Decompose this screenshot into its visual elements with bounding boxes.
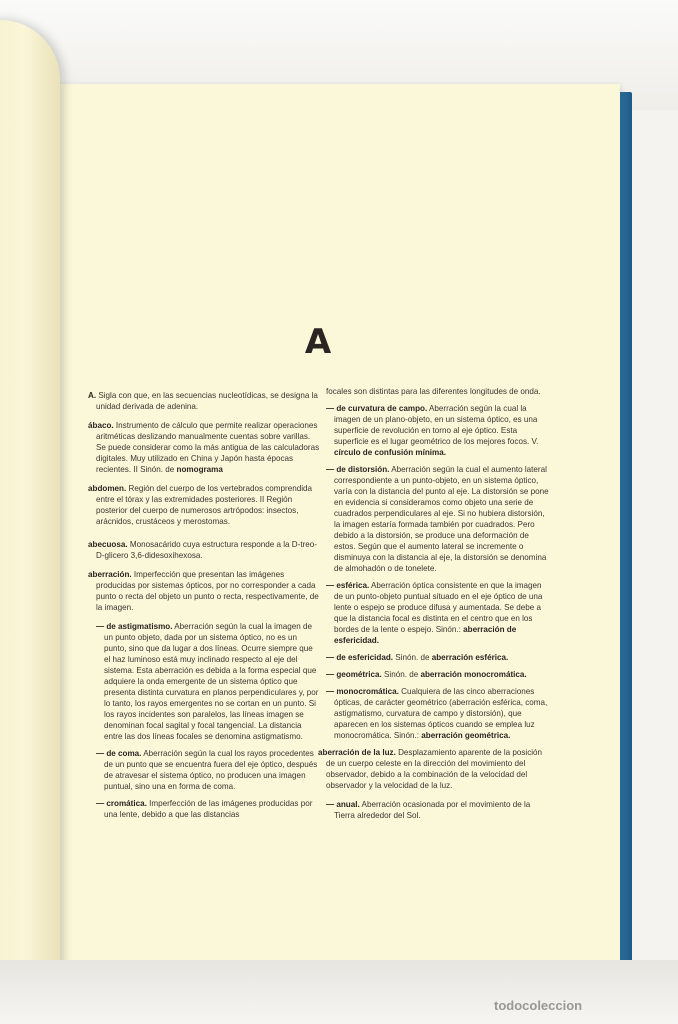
dictionary-subentry: focales son distintas para las diferentes longitudes de onda. (326, 387, 541, 396)
dictionary-subentry: — cromática. Imperfección de las imágenes producidas por una lente, debido a que las distancias (96, 799, 313, 819)
dictionary-entry: aberración de la luz. Desplazamiento aparente de la posición de un cuerpo celeste en la dirección del movimiento del observador, debido a la combinación de la velocidad del observador y la velocidad de la luz. (318, 748, 543, 790)
dictionary-entry: abdomen. Región del cuerpo de los vertebrados comprendida entre el tórax y las extremidades posteriores. II Región posterior del cuerpo de numerosos artrópodos: insectos, arácnidos, crustáceos y merostomas. (88, 484, 313, 526)
dictionary-subentry: — de esfericidad. Sinón. de aberración esférica. (326, 653, 509, 662)
background-bottom (0, 960, 678, 1024)
dictionary-subentry: — de curvatura de campo. Aberración según la cual la imagen de un plano-objeto, en un sistema óptico, es una superficie de revolución en torno al eje óptico. Esta superficie es el lugar geométrico de los mejores focos. V. círculo de confusión mínima. (326, 404, 539, 457)
left-column (88, 390, 320, 826)
dictionary-subentry: — de distorsión. Aberración según la cual el aumento lateral correspondiente a un punto-objeto, en un sistema óptico, varía con la distancia del punto al eje. La distorsión se pone en evidencia si consideramos como objeto una serie de cuadrados perpendiculares al eje. Si no hubiera distorsión, la imagen estaría formada también por cuadrados. Pero debido a la distorsión, se produce una deformación de estos. Según que el aumento lateral se incremente o disminuya con la distancia al eje, la distorsión se denomina de almohadón o de tonelete. (326, 465, 549, 573)
dictionary-subentry: — geométrica. Sinón. de aberración monocromática. (326, 670, 527, 679)
section-letter: A (304, 322, 332, 362)
dictionary-entry: A. Sigla con que, en las secuencias nucleotídicas, se designa la unidad derivada de adenina. (88, 391, 318, 411)
dictionary-entry: ábaco. Instrumento de cálculo que permite realizar operaciones aritméticas deslizando manualmente cuentas sobre varillas. Se puede considerar como la más antigua de las calculadoras digitales. Muy utilizado en China y Japón hasta épocas recientes. II Sinón. de nomograma (88, 421, 320, 474)
dictionary-entry: abecuosa. Monosacárido cuya estructura responde a la D-treo-D-glicero 3,6-didesoxihexosa. (88, 540, 317, 560)
right-column (318, 386, 550, 827)
dictionary-subentry: — de coma. Aberración según la cual los rayos procedentes de un punto que se encuentra fuera del eje óptico, después de atravesar el sistema óptico, no producen una imagen puntual, sino una en forma de coma. (96, 749, 318, 791)
dictionary-entry: aberración. Imperfección que presentan las imágenes producidas por sistemas ópticos, por no corresponder a cada punto o recta del objeto un punto o recta, respectivamente, de la imagen. (88, 570, 319, 612)
dictionary-subentry: — monocromática. Cualquiera de las cinco aberraciones ópticas, de carácter geométrico (aberración esférica, coma, astigmatismo, curvatura de campo y distorsión), que aparecen en los sistemas ópticos cuando se emplea luz monocromática. Sinón.: aberración geométrica. (326, 687, 548, 740)
watermark-logo: todocoleccion (494, 998, 583, 1013)
dictionary-subentry: — esférica. Aberración óptica consistente en que la imagen de un punto-objeto puntual situado en el eje óptico de una lente o espejo se produce difusa y aumentada. Se debe a que la distancia focal es distinta en el centro que en los bordes de la lente o espejo. Sinón.: aberración de esfericidad. (326, 581, 543, 645)
dictionary-subentry: — de astigmatismo. Aberración según la cual la imagen de un punto objeto, dada por un sistema óptico, no es un punto, sino que da lugar a dos líneas. Ocurre siempre que el haz luminoso está muy inclinado respecto al eje del sistema. Esta aberración es debida a la forma especial que adquiere la onda emergente de un sistema óptico que presenta distinta curvatura en planos perpendiculares y, por lo tanto, los rayos emergentes no se cortan en un punto. Si los rayos incidentes son paralelos, las líneas imagen se denominan focal sagital y focal tangencial. La distancia entre las dos líneas focales se denomina astigmatismo. (96, 622, 319, 741)
left-page-curl (0, 20, 60, 1020)
dictionary-subentry: — anual. Aberración ocasionada por el movimiento de la Tierra alrededor del Sol. (326, 800, 531, 820)
